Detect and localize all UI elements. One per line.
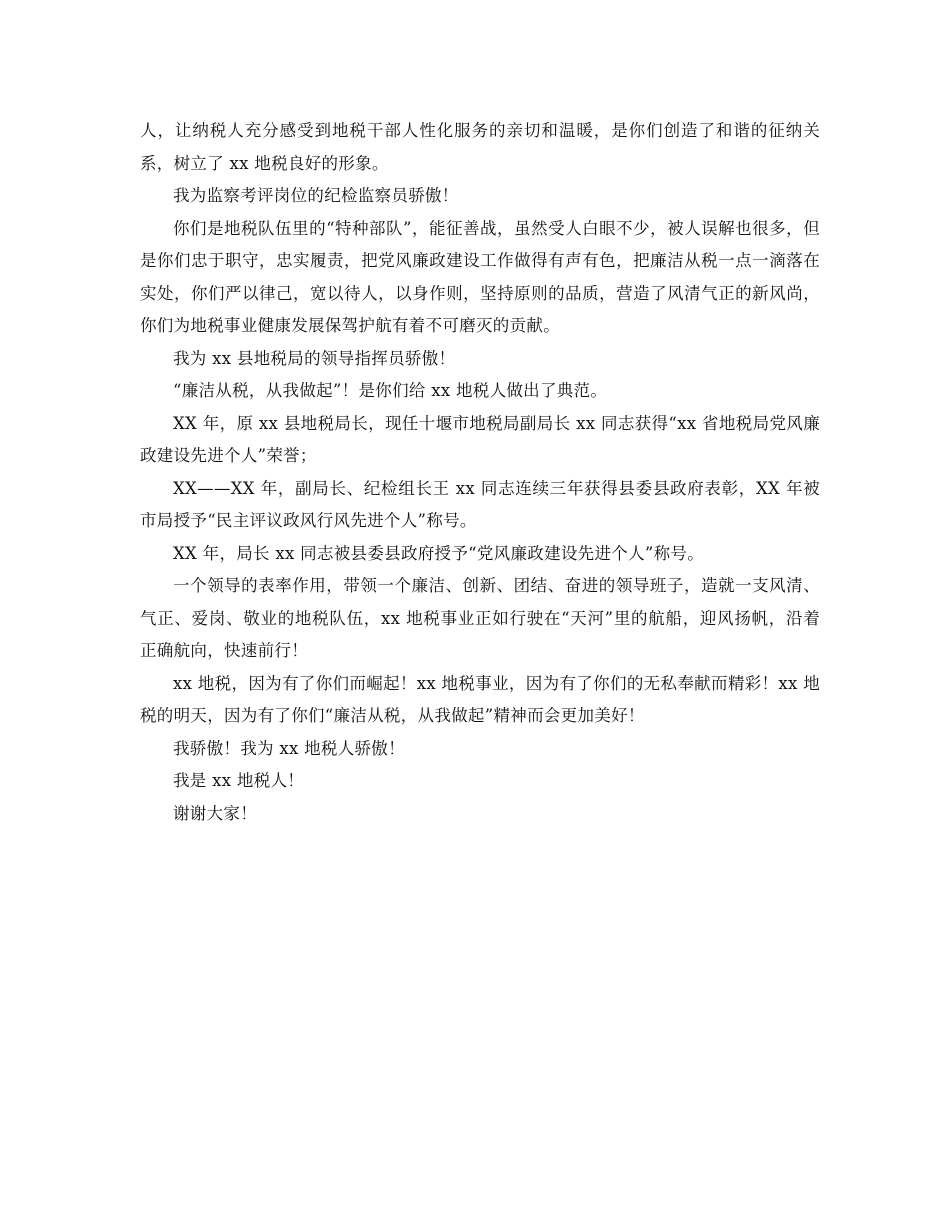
paragraph-2: 我为监察考评岗位的纪检监察员骄傲！ [173, 186, 459, 205]
paragraph-9: 一个领导的表率作用，带领一个廉洁、创新、团结、奋进的领导班子，造就一支风清、气正、爱岗、敬业的地税队伍，xx 地税事业正如行驶在“天河”里的航船，迎风扬帆，沿着正确航向，快速前行！ [140, 576, 820, 660]
paragraph-13: 谢谢大家！ [173, 803, 257, 823]
paragraph-6: XX 年，原 xx 县地税局长，现任十堰市地税局副局长 xx 同志获得“xx 省地税局党风廉政建设先进个人”荣誉； [140, 413, 820, 465]
paragraph-10: xx 地税，因为有了你们而崛起！xx 地税事业，因为有了你们的无私奉献而精彩！xx 地税的明天，因为有了你们“廉洁从税，从我做起”精神而会更加美好！ [140, 673, 820, 725]
paragraph-5: “廉洁从税，从我做起”！是你们给 xx 地税人做出了典范。 [173, 381, 608, 400]
paragraph-8: XX 年，局长 xx 同志被县委县政府授予“党风廉政建设先进个人”称号。 [173, 543, 705, 563]
paragraph-3: 你们是地税队伍里的“特种部队”，能征善战，虽然受人白眼不少，被人误解也很多，但是你们忠于职守，忠实履责，把党风廉政建设工作做得有声有色，把廉洁从税一点一滴落在实处，你们严以律己，宽以待人，以身作则，坚持原则的品质，营造了风清气正的新风尚，你们为地税事业健康发展保驾护航有着不可磨灭的贡献。 [140, 218, 820, 335]
paragraph-7: XX——XX 年，副局长、纪检组长王 xx 同志连续三年获得县委县政府表彰，XX 年被市局授予“民主评议政风行风先进个人”称号。 [140, 478, 820, 530]
paragraph-1: 人，让纳税人充分感受到地税干部人性化服务的亲切和温暖，是你们创造了和谐的征纳关系，树立了 xx 地税良好的形象。 [140, 121, 820, 173]
document-body [140, 115, 820, 830]
paragraph-11: 我骄傲！我为 xx 地税人骄傲！ [173, 738, 405, 758]
paragraph-12: 我是 xx 地税人！ [173, 771, 305, 790]
paragraph-4: 我为 xx 县地税局的领导指挥员骄傲！ [173, 348, 456, 368]
